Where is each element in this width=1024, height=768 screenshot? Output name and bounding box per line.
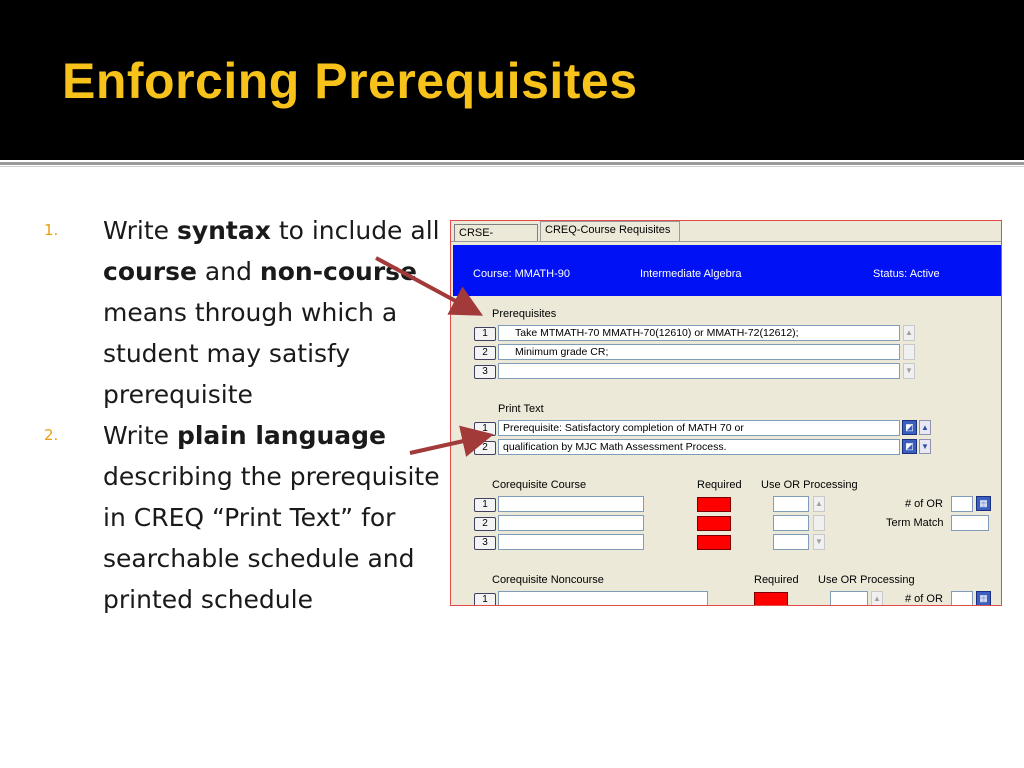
bullet-text: and [196, 257, 260, 286]
tab-crse-courses[interactable]: CRSE- [454, 224, 538, 241]
prereq-row-number[interactable]: 1 [474, 327, 496, 341]
bullet-text: to include all [270, 216, 440, 245]
bullet-keyword: non-course [259, 257, 418, 286]
term-match-label: Term Match [886, 517, 944, 529]
bullet-text: Write [103, 421, 177, 450]
arrow-to-prerequisites [376, 258, 476, 312]
course-status: Status: Active [873, 268, 940, 280]
print-text-row-number[interactable]: 2 [474, 441, 496, 455]
prereq-row-number[interactable]: 3 [474, 365, 496, 379]
prereq-row-number[interactable]: 2 [474, 346, 496, 360]
coreq-row-number[interactable]: 1 [474, 498, 496, 512]
bullet-keyword: plain language [176, 421, 387, 450]
print-text-line-1[interactable]: Prerequisite: Satisfactory completion of MATH 70 or [498, 420, 900, 436]
scroll-down-icon[interactable]: ▼ [813, 534, 825, 550]
bullet-keyword: syntax [176, 216, 271, 245]
scroll-down-icon[interactable]: ▼ [919, 439, 931, 454]
coreq-course-label: Corequisite Course [492, 479, 587, 491]
coreq-noncourse-label: Corequisite Noncourse [492, 574, 604, 586]
prerequisites-label: Prerequisites [492, 308, 557, 320]
noncourse-row-number[interactable]: 1 [474, 593, 496, 606]
tab-creq-course-requisites[interactable]: CREQ-Course Requisites [540, 221, 680, 242]
scroll-up-icon[interactable]: ▲ [903, 325, 915, 341]
print-text-row-number[interactable]: 1 [474, 422, 496, 436]
bullet-text: Write [103, 216, 177, 245]
prereq-line-1[interactable]: Take MTMATH-70 MMATH-70(12610) or MMATH-72(12612); [498, 325, 900, 341]
num-or-label: # of OR [905, 593, 943, 605]
bullet-text: means through which a student may satisfy prerequisite [103, 298, 398, 409]
slide-title: Enforcing Prerequisites [62, 53, 638, 109]
print-text-line-2[interactable]: qualification by MJC Math Assessment Process. [498, 439, 900, 455]
num-or-label: # of OR [905, 498, 943, 510]
or-processing-label: Use OR Processing [761, 479, 858, 491]
course-title: Intermediate Algebra [640, 268, 742, 280]
required-label: Required [754, 574, 799, 586]
edit-text-icon[interactable]: ◩ [902, 439, 917, 454]
edit-text-icon[interactable]: ◩ [902, 420, 917, 435]
scroll-up-icon[interactable]: ▲ [919, 420, 931, 435]
bullet-text: describing the prerequisite in CREQ “Print Text” for searchable schedule and printed schedule [103, 462, 440, 614]
coreq-row-number[interactable]: 3 [474, 536, 496, 550]
course-id: Course: MMATH-90 [473, 268, 570, 280]
scroll-up-icon[interactable]: ▲ [813, 496, 825, 512]
prereq-line-2[interactable]: Minimum grade CR; [498, 344, 900, 360]
scroll-down-icon[interactable]: ▼ [903, 363, 915, 379]
coreq-row-number[interactable]: 2 [474, 517, 496, 531]
bullet-number: 2. [44, 426, 59, 444]
or-processing-label: Use OR Processing [818, 574, 915, 586]
arrow-to-print-text [410, 436, 486, 453]
print-text-label: Print Text [498, 403, 544, 415]
bullet-keyword: course [103, 257, 197, 286]
required-label: Required [697, 479, 742, 491]
lookup-icon[interactable]: ▦ [976, 496, 991, 511]
scroll-up-icon[interactable]: ▲ [871, 591, 883, 606]
bullet-number: 1. [44, 221, 59, 239]
lookup-icon[interactable]: ▦ [976, 591, 991, 606]
